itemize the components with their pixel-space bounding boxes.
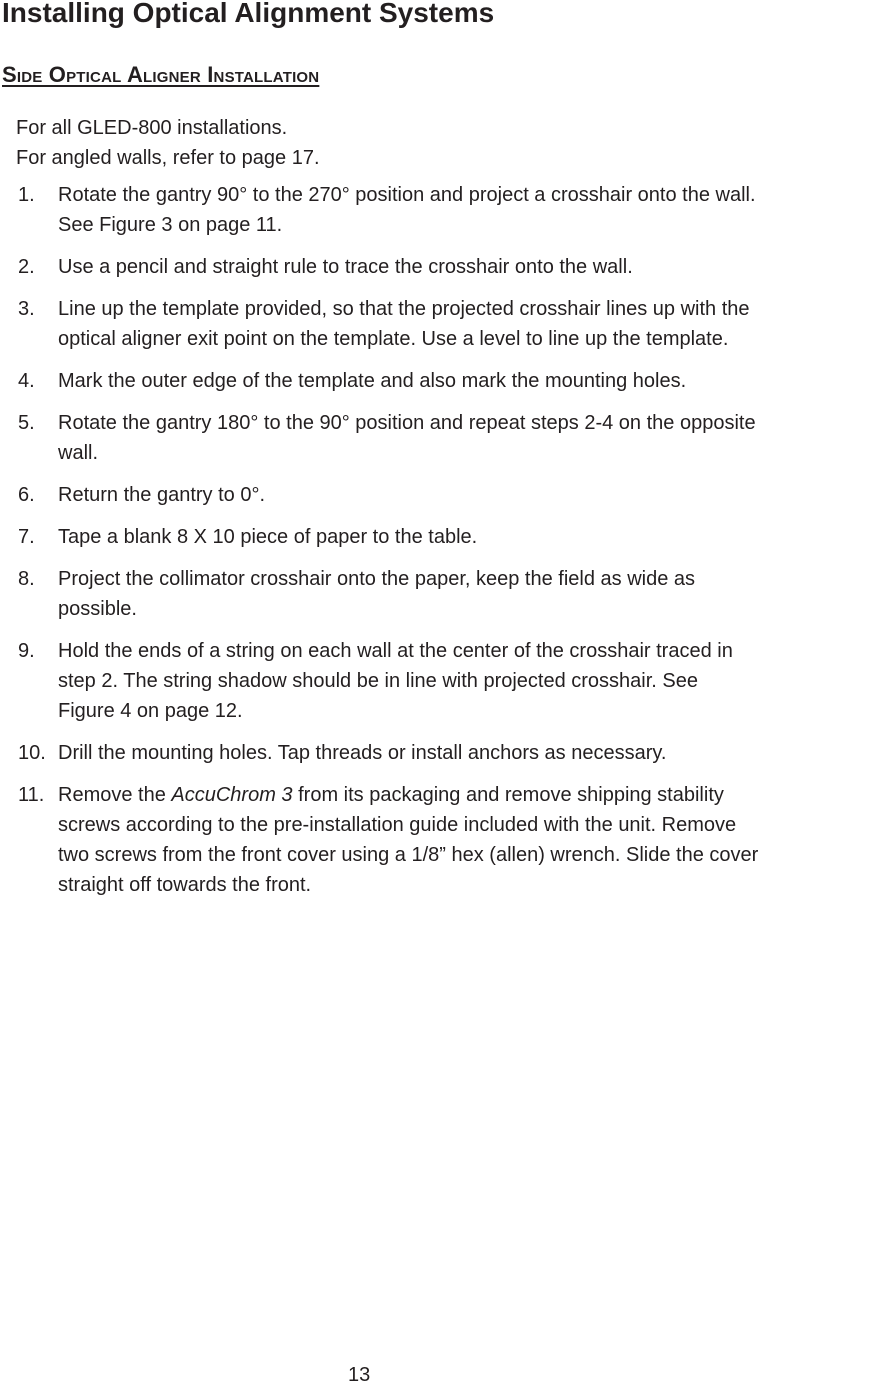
step-number: 7. bbox=[18, 526, 35, 548]
step-line: possible. bbox=[58, 598, 137, 620]
step-item bbox=[18, 252, 893, 282]
step-line: Return the gantry to 0°. bbox=[58, 484, 266, 506]
step-item bbox=[18, 564, 893, 624]
step-item bbox=[18, 366, 893, 396]
section-heading: Side Optical Aligner Installation bbox=[2, 62, 320, 87]
step-line: Use a pencil and straight rule to trace the crosshair onto the wall. bbox=[58, 256, 633, 278]
step-text bbox=[58, 522, 893, 552]
step-line: Tape a blank 8 X 10 piece of paper to the table. bbox=[58, 526, 478, 548]
step-number: 3. bbox=[18, 298, 35, 320]
step-number: 9. bbox=[18, 640, 35, 662]
step-text bbox=[58, 252, 893, 282]
step-number: 10. bbox=[18, 742, 46, 764]
step-text bbox=[58, 780, 893, 900]
step-line bbox=[58, 780, 893, 810]
step-number: 5. bbox=[18, 412, 35, 434]
intro-text bbox=[16, 113, 320, 173]
step-text bbox=[58, 366, 893, 396]
step-number: 4. bbox=[18, 370, 35, 392]
step-line: Figure 4 on page 12. bbox=[58, 700, 243, 722]
step-line: Rotate the gantry 90° to the 270° position and project a crosshair onto the wall. bbox=[58, 184, 756, 206]
step-line: step 2. The string shadow should be in line with projected crosshair. See bbox=[58, 670, 698, 692]
step-line: optical aligner exit point on the template. Use a level to line up the template. bbox=[58, 328, 729, 350]
step-item bbox=[18, 738, 893, 768]
step-text bbox=[58, 180, 893, 240]
step-line: Mark the outer edge of the template and also mark the mounting holes. bbox=[58, 370, 687, 392]
step-text bbox=[58, 738, 893, 768]
step-item bbox=[18, 180, 893, 240]
step-number: 1. bbox=[18, 184, 35, 206]
step-number: 2. bbox=[18, 256, 35, 278]
step-line: two screws from the front cover using a 1/8” hex (allen) wrench. Slide the cover bbox=[58, 844, 759, 866]
page-title: Installing Optical Alignment Systems bbox=[2, 0, 495, 28]
step-line-rest: from its packaging and remove shipping stability bbox=[292, 784, 724, 806]
step-line: screws according to the pre-installation guide included with the unit. Remove bbox=[58, 814, 737, 836]
step-text bbox=[58, 480, 893, 510]
step-item bbox=[18, 636, 893, 726]
step-line: Hold the ends of a string on each wall at the center of the crosshair traced in bbox=[58, 640, 733, 662]
step-item bbox=[18, 780, 893, 900]
step-line: Project the collimator crosshair onto the paper, keep the field as wide as bbox=[58, 568, 696, 590]
step-line: Line up the template provided, so that the projected crosshair lines up with the bbox=[58, 298, 750, 320]
installation-steps-list bbox=[18, 180, 893, 912]
step-number: 8. bbox=[18, 568, 35, 590]
step-item bbox=[18, 480, 893, 510]
step-number: 11. bbox=[18, 784, 45, 806]
page-number: 13 bbox=[348, 1364, 371, 1386]
intro-line: For angled walls, refer to page 17. bbox=[16, 147, 320, 169]
step-text bbox=[58, 294, 893, 354]
step-line: straight off towards the front. bbox=[58, 874, 312, 896]
step-line: Drill the mounting holes. Tap threads or install anchors as necessary. bbox=[58, 742, 667, 764]
step-text bbox=[58, 564, 893, 624]
intro-line: For all GLED-800 installations. bbox=[16, 117, 288, 139]
step-text bbox=[58, 636, 893, 726]
step-item bbox=[18, 522, 893, 552]
product-name: AccuChrom 3 bbox=[171, 784, 293, 806]
step-number: 6. bbox=[18, 484, 35, 506]
step-text bbox=[58, 408, 893, 468]
step-item bbox=[18, 408, 893, 468]
step-line: See Figure 3 on page 11. bbox=[58, 214, 283, 236]
step-lead-text: Remove the bbox=[58, 784, 172, 806]
step-item bbox=[18, 294, 893, 354]
step-line: wall. bbox=[58, 442, 99, 464]
step-line: Rotate the gantry 180° to the 90° position and repeat steps 2-4 on the opposite bbox=[58, 412, 756, 434]
